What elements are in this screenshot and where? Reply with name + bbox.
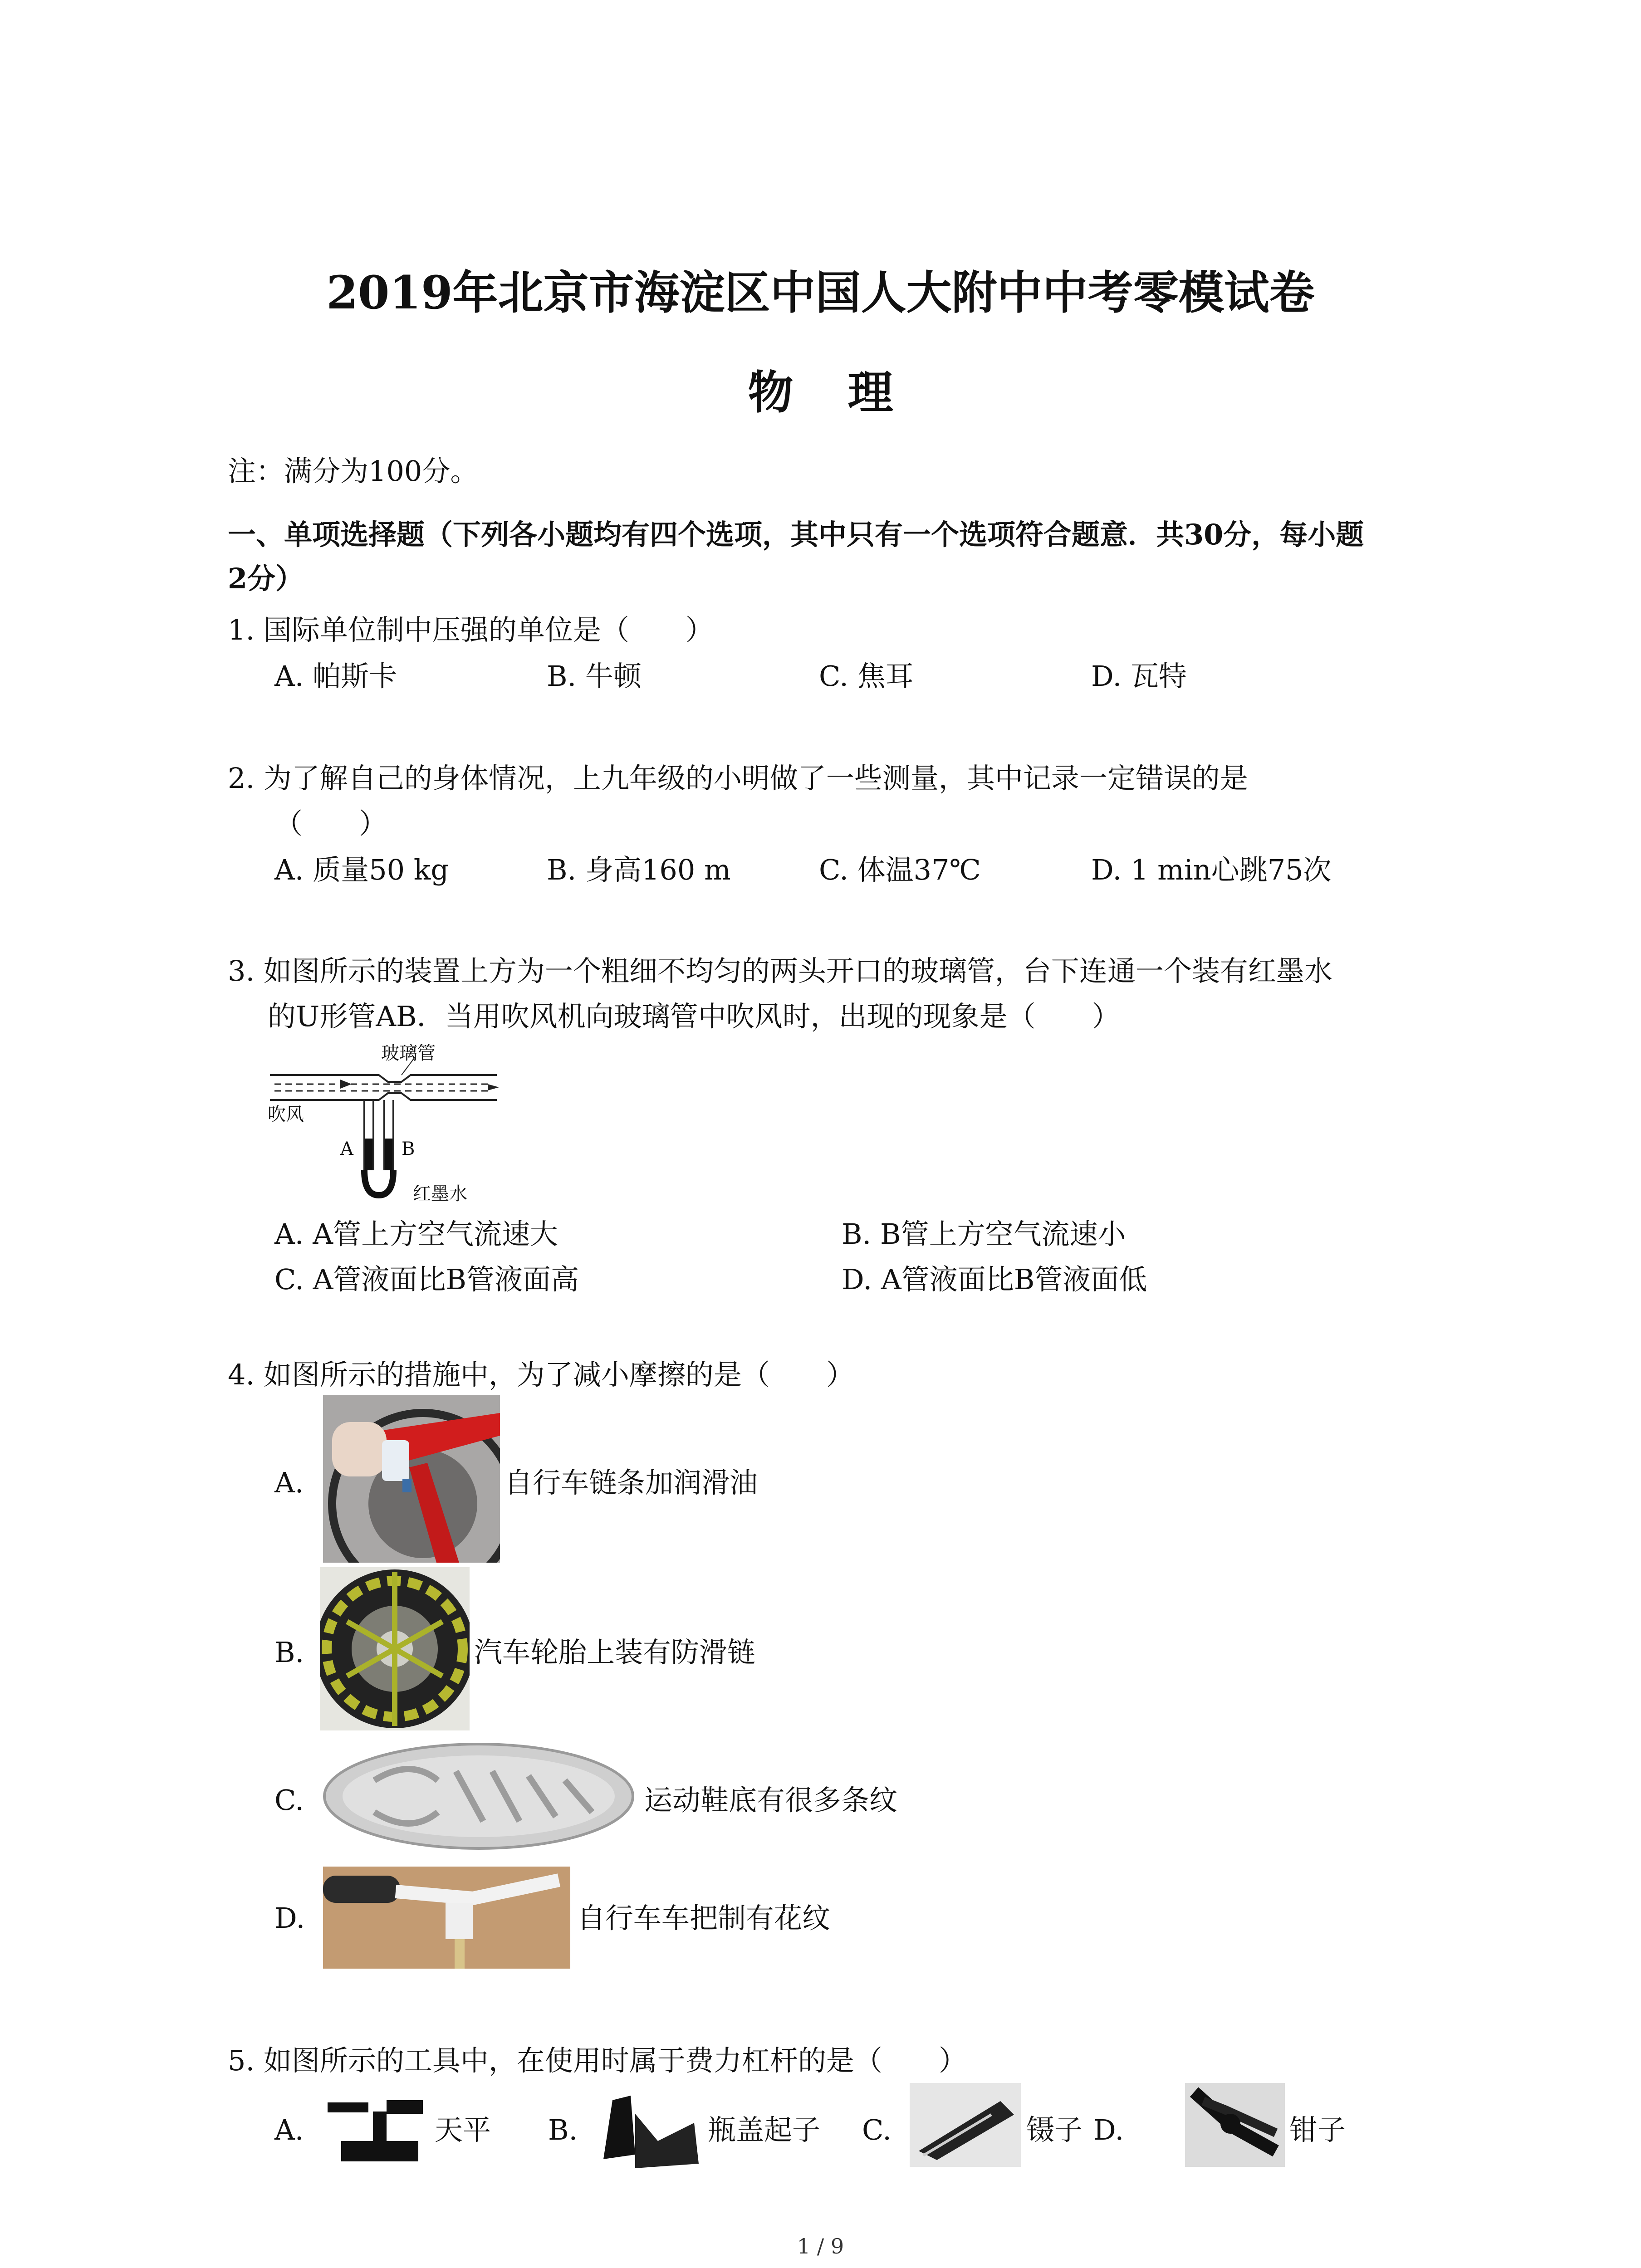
- q2-option-b[interactable]: B. 身高160 m: [547, 853, 731, 886]
- q5-option-b-text[interactable]: 瓶盖起子: [708, 2113, 821, 2146]
- question-1-stem: 1. 国际单位制中压强的单位是（ ）: [228, 613, 714, 646]
- question-4-stem: 4. 如图所示的措施中，为了减小摩擦的是（ ）: [228, 1358, 854, 1391]
- balance-scale-image: [323, 2098, 432, 2166]
- label-tube-b: B: [402, 1139, 415, 1159]
- q4-option-b-text[interactable]: 汽车轮胎上装有防滑链: [474, 1636, 756, 1669]
- question-5-stem: 5. 如图所示的工具中，在使用时属于费力杠杆的是（ ）: [228, 2044, 967, 2077]
- label-blow-wind: 吹风: [268, 1104, 304, 1125]
- q3-option-b[interactable]: B. B管上方空气流速小: [842, 1217, 1126, 1251]
- shoe-sole-image: [320, 1740, 637, 1853]
- page-number: 1 / 9: [797, 2234, 844, 2258]
- q2-option-a[interactable]: A. 质量50 kg: [274, 853, 449, 886]
- question-3-stem-line1: 3. 如图所示的装置上方为一个粗细不均匀的两头开口的玻璃管，台下连通一个装有红墨水: [228, 954, 1332, 987]
- bottle-opener-image: [599, 2087, 703, 2170]
- q3-option-d[interactable]: D. A管液面比B管液面低: [842, 1263, 1147, 1296]
- q2-option-d[interactable]: D. 1 min心跳75次: [1091, 853, 1332, 886]
- q4-option-a-text[interactable]: 自行车链条加润滑油: [505, 1466, 758, 1499]
- question-2-stem-line2: （ ）: [274, 807, 387, 840]
- q4-option-a-letter[interactable]: A.: [274, 1466, 304, 1499]
- q3-option-c[interactable]: C. A管液面比B管液面高: [274, 1263, 579, 1296]
- q4-option-b-letter[interactable]: B.: [274, 1636, 304, 1669]
- pliers-image: [1185, 2083, 1285, 2167]
- score-note: 注：满分为100分。: [228, 455, 479, 488]
- q4-option-c-letter[interactable]: C.: [274, 1784, 304, 1817]
- q3-option-a[interactable]: A. A管上方空气流速大: [274, 1217, 558, 1251]
- label-tube-a: A: [340, 1139, 353, 1159]
- q4-option-d-text[interactable]: 自行车车把制有花纹: [577, 1901, 831, 1935]
- q5-option-a-text[interactable]: 天平: [435, 2113, 491, 2146]
- subject-title: 物理: [748, 366, 948, 419]
- q1-option-d[interactable]: D. 瓦特: [1091, 660, 1187, 693]
- tweezers-image: [910, 2083, 1021, 2167]
- tire-snow-chain-image: [320, 1567, 470, 1730]
- q4-option-c-text[interactable]: 运动鞋底有很多条纹: [644, 1784, 898, 1817]
- label-red-ink: 红墨水: [413, 1183, 467, 1204]
- bike-handlebar-image: [323, 1867, 570, 1969]
- q5-option-d-text[interactable]: 钳子: [1289, 2113, 1346, 2146]
- label-glass-tube: 玻璃管: [381, 1043, 436, 1064]
- q1-option-c[interactable]: C. 焦耳: [819, 660, 914, 693]
- bike-chain-oil-image: [323, 1395, 500, 1563]
- q1-option-a[interactable]: A. 帕斯卡: [274, 660, 397, 693]
- q5-option-b-letter[interactable]: B.: [548, 2113, 578, 2146]
- section-heading-line1: 一、单项选择题（下列各小题均有四个选项，其中只有一个选项符合题意．共30分，每小题: [228, 518, 1364, 551]
- exam-title: 2019年北京市海淀区中国人大附中中考零模试卷: [326, 266, 1315, 319]
- section-heading-line2: 2分）: [228, 562, 304, 595]
- q2-option-c[interactable]: C. 体温37℃: [819, 853, 981, 886]
- q5-option-d-letter[interactable]: D.: [1093, 2113, 1124, 2146]
- question-3-stem-line2: 的U形管AB．当用吹风机向玻璃管中吹风时，出现的现象是（ ）: [268, 1000, 1120, 1033]
- question-2-stem-line1: 2. 为了解自己的身体情况，上九年级的小明做了一些测量，其中记录一定错误的是: [228, 762, 1248, 795]
- q5-option-c-letter[interactable]: C.: [862, 2113, 892, 2146]
- q1-option-b[interactable]: B. 牛顿: [547, 660, 642, 693]
- q5-option-c-text[interactable]: 镊子: [1026, 2113, 1083, 2146]
- q5-option-a-letter[interactable]: A.: [274, 2113, 304, 2146]
- q4-option-d-letter[interactable]: D.: [274, 1901, 305, 1935]
